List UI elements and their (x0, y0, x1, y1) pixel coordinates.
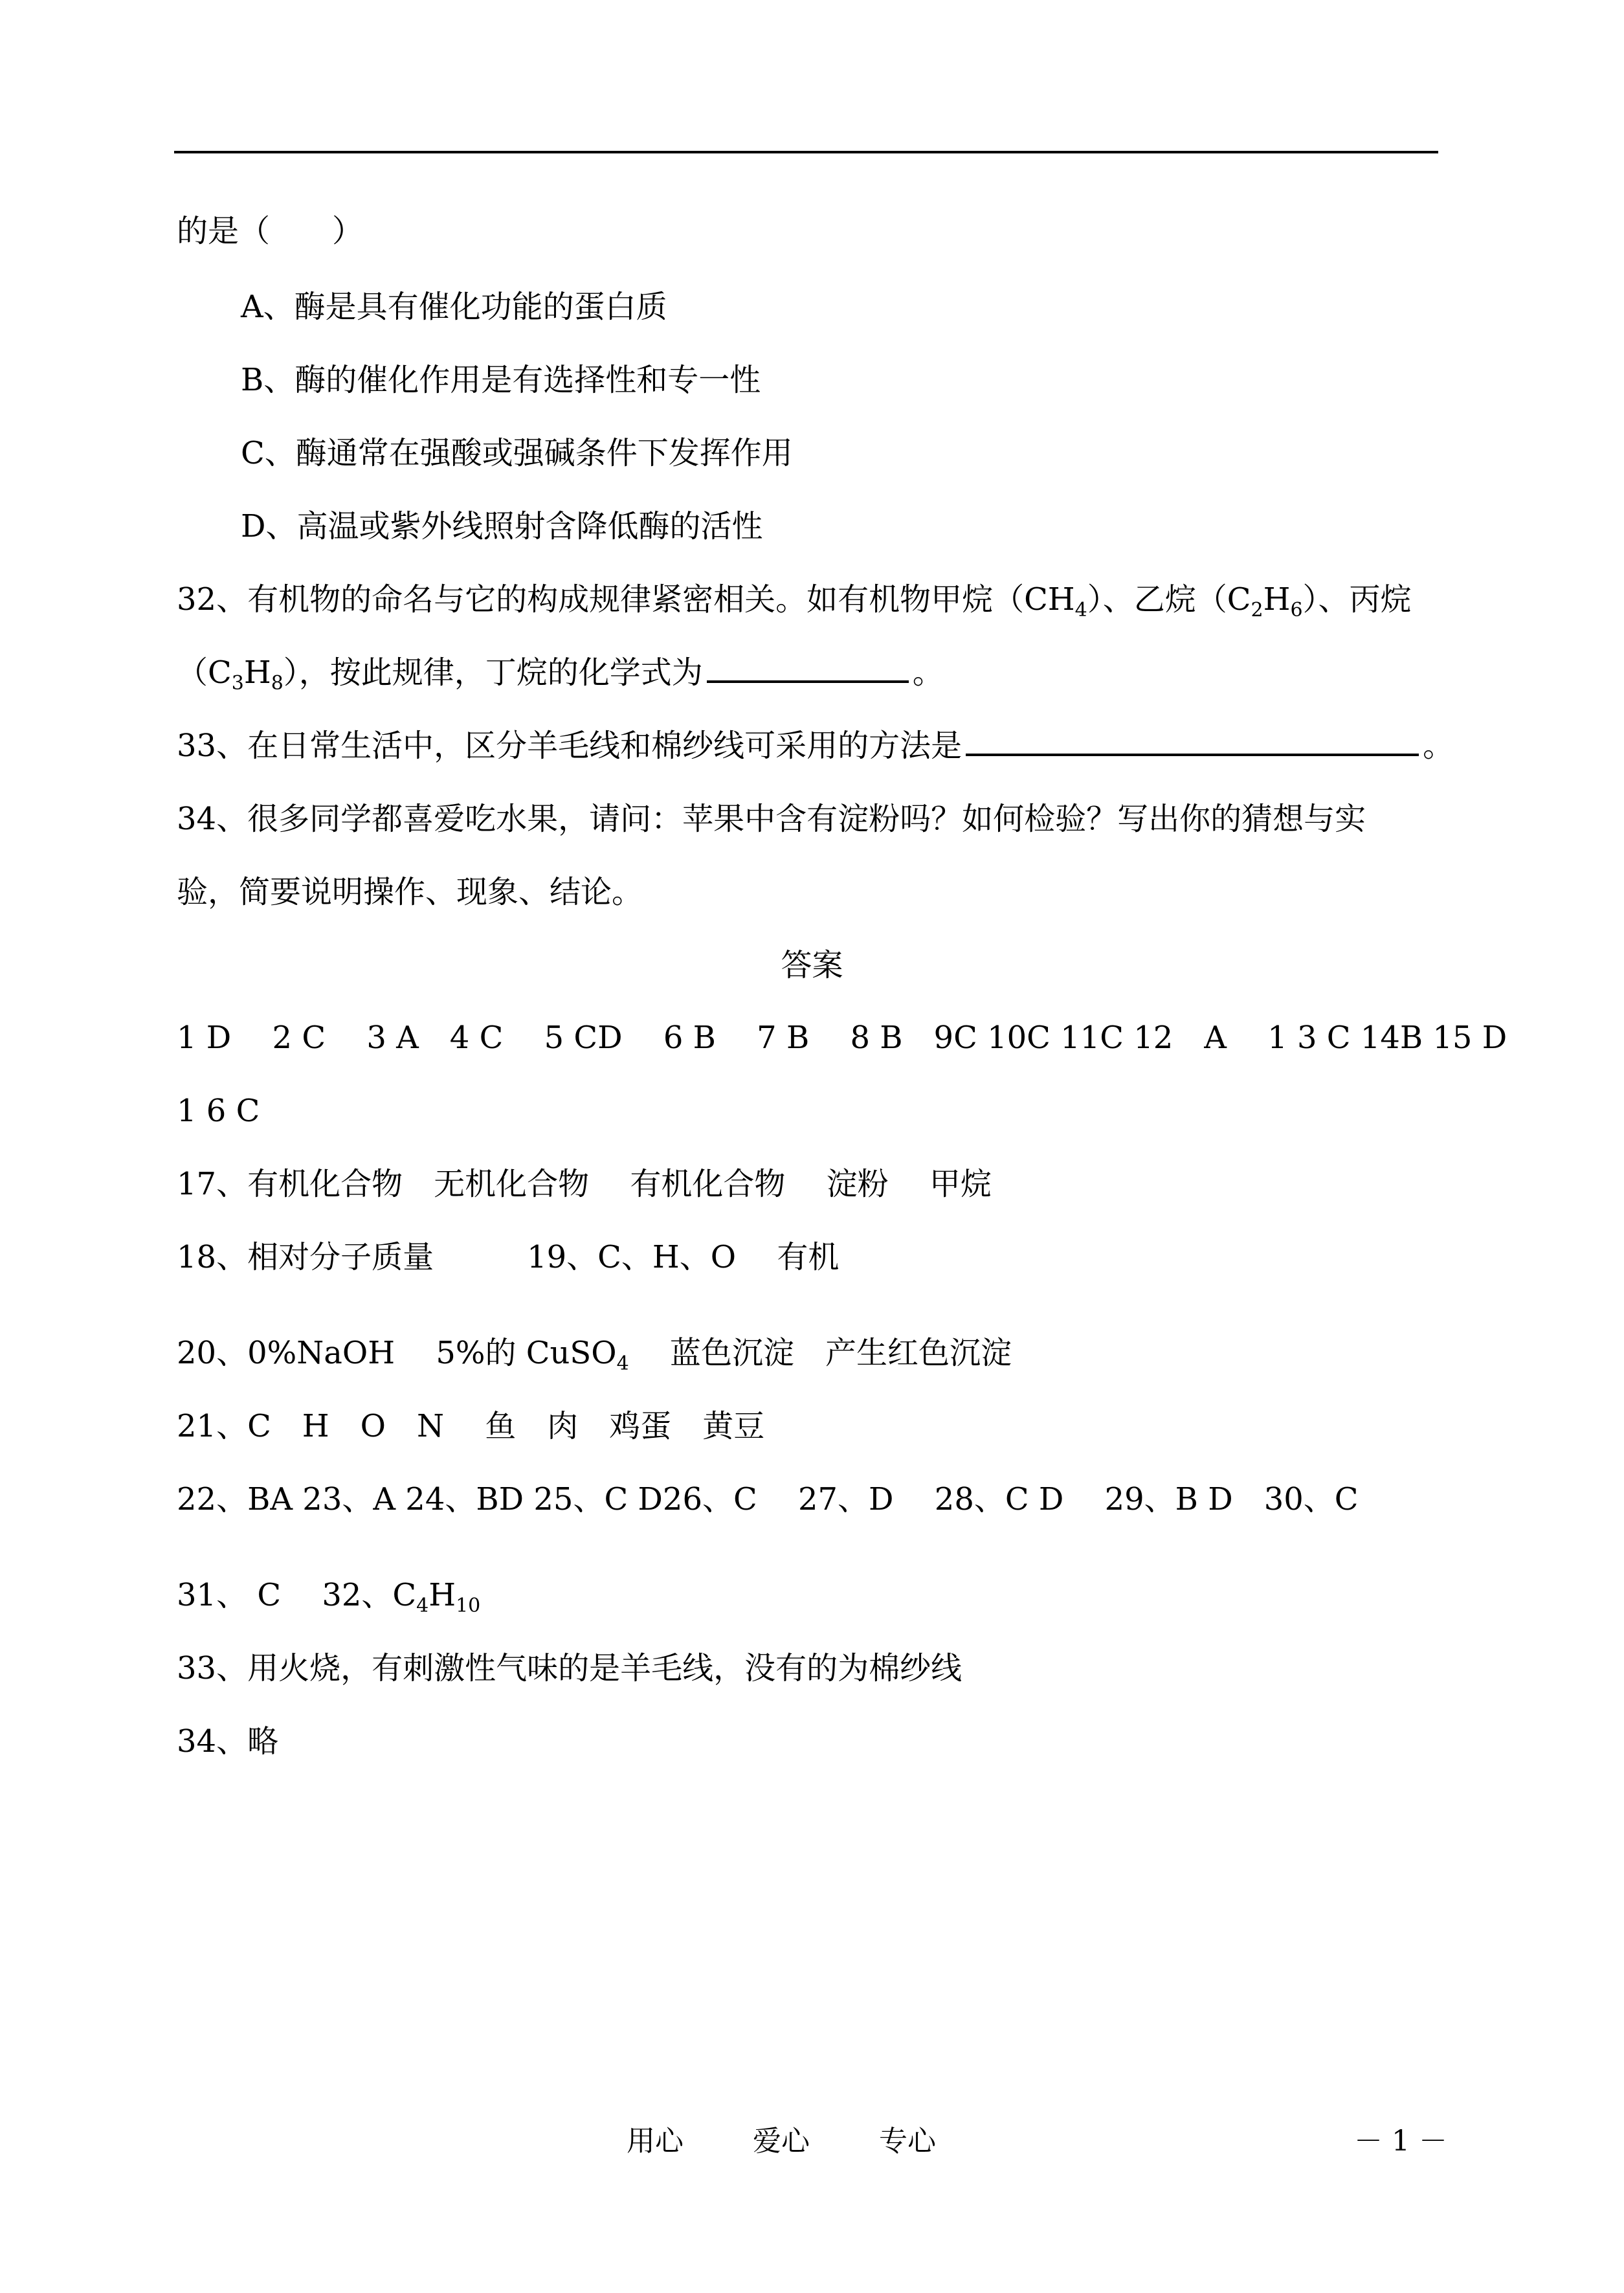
answer-22-30: 22、BA 23、A 24、BD 25、C D26、C 27、D 28、C D 29、B D 30、C (177, 1481, 1359, 1517)
footer-word-2: 爱心 (753, 2125, 810, 2158)
answer-31-32: 31、 C 32、$C_4H_{10}$ (177, 1577, 481, 1617)
answers-row-1: 1 D 2 C 3 A 4 C 5 CD 6 B 7 B 8 B 9C 10C 11C 12 A 1 3 C 14B 15 D (177, 1020, 1507, 1056)
answer-33: 33、用火烧，有刺激性气味的是羊毛线，没有的为棉纱线 (177, 1650, 962, 1686)
answer-blank-32[interactable] (707, 654, 909, 683)
q31-option-d: D、高温或紫外线照射含降低酶的活性 (241, 508, 763, 544)
answer-20: 20、0%NaOH 5%的 CuSO$_4$ 蓝色沉淀 产生红色沉淀 (177, 1335, 1012, 1375)
answer-34: 34、略 (177, 1723, 279, 1760)
q31-option-c: C、酶通常在强酸或强碱条件下发挥作用 (241, 435, 793, 471)
page-number: － 1 － (1354, 2125, 1447, 2158)
footer-word-1: 用心 (627, 2125, 684, 2158)
header-rule (174, 151, 1438, 153)
question-32-line1: 32、有机物的命名与它的构成规律紧密相关。如有机物甲烷$(CH_4)$、乙烷$(C_2H_6)$、丙烷 (177, 581, 1412, 621)
footer-word-3: 专心 (879, 2125, 936, 2158)
q31-option-a: A、酶是具有催化功能的蛋白质 (241, 289, 667, 325)
answer-21: 21、C H O N 鱼 肉 鸡蛋 黄豆 (177, 1408, 765, 1444)
question-34-line1: 34、很多同学都喜爱吃水果，请问：苹果中含有淀粉吗？如何检验？写出你的猜想与实 (177, 801, 1366, 837)
question-31-tail: 的是（ ） (177, 213, 364, 249)
question-32-line2: $(C_3H_8)$，按此规律，丁烷的化学式为 。 (177, 654, 944, 695)
question-34-line2: 验，简要说明操作、现象、结论。 (177, 874, 643, 910)
question-33: 33、在日常生活中，区分羊毛线和棉纱线可采用的方法是 。 (177, 728, 1454, 764)
answers-row-2: 1 6 C (177, 1093, 260, 1129)
answers-title: 答案 (781, 947, 843, 983)
q31-option-b: B、酶的催化作用是有选择性和专一性 (241, 362, 761, 398)
answer-18-19: 18、相对分子质量 19、C、H、O 有机 (177, 1239, 840, 1275)
answer-blank-33[interactable] (966, 728, 1419, 756)
answer-17: 17、有机化合物 无机化合物 有机化合物 淀粉 甲烷 (177, 1166, 992, 1202)
